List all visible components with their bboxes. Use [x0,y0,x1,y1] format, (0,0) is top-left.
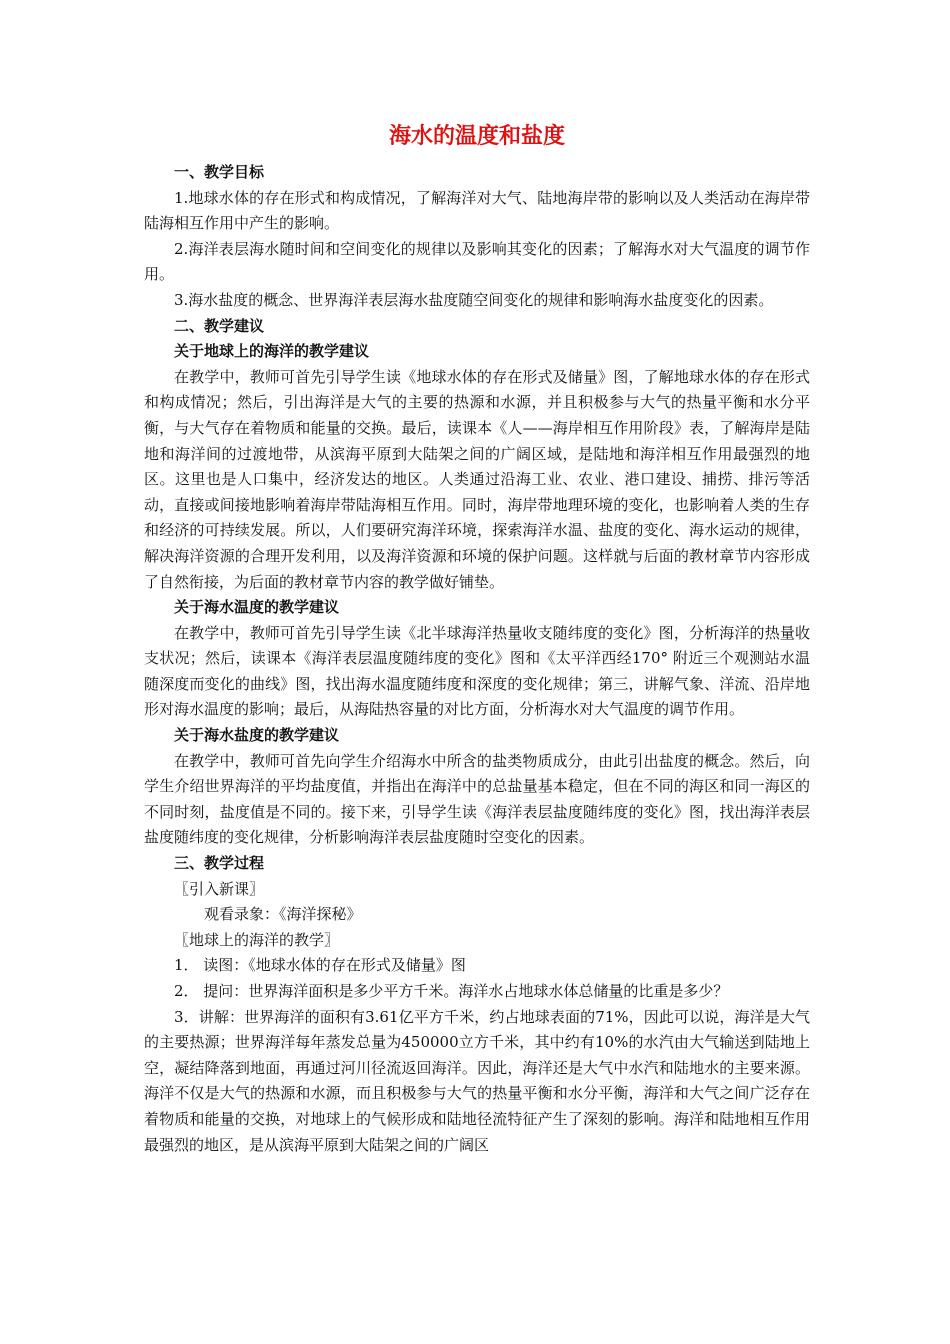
objective-item-2: 2.海洋表层海水随时间和空间变化的规律以及影响其变化的因素；了解海水对大气温度的调节作用。 [144,239,810,284]
document-page [144,118,810,1158]
process-step-1: 1． 读图：《地球水体的存在形式及储量》图 [174,956,466,975]
paragraph-salinity: 在教学中，教师可首先向学生介绍海水中所含的盐类物质成分，由此引出盐度的概念。然后，向学生介绍世界海洋的平均盐度值，并指出在海洋中的总盐量基本稳定，但在不同的海区和同一海区的不同时刻，盐度值是不同的。接下来，引导学生读《海洋表层盐度随纬度的变化》图，找出海洋表层盐度随纬度的变化规律，分析影响海洋表层盐度随时空变化的因素。 [144,751,810,847]
subheading-ocean: 关于地球上的海洋的教学建议 [174,342,370,361]
subheading-temperature: 关于海水温度的教学建议 [174,598,340,617]
objective-item-3: 3.海水盐度的概念、世界海洋表层海水盐度随空间变化的规律和影响海水盐度变化的因素。 [174,290,774,309]
subheading-salinity: 关于海水盐度的教学建议 [174,726,340,745]
paragraph-temperature: 在教学中，教师可首先引导学生读《北半球海洋热量收支随纬度的变化》图，分析海洋的热量收支状况；然后，读课本《海洋表层温度随纬度的变化》图和《太平洋西经170° 附近三个观测站水温随深度而变化的曲线》图，找出海水温度随纬度和深度的变化规律；第三，讲解气象、洋流、沿岸地形对海水温度的影响；最后，从海陆热容量的对比方面，分析海水对大气温度的调节作用。 [144,623,810,719]
section-heading-objectives: 一、教学目标 [174,163,265,181]
section-heading-process: 三、教学过程 [174,854,265,873]
objective-item-1: 1.地球水体的存在形式和构成情况，了解海洋对大气、陆地海岸带的影响以及人类活动在海岸带陆海相互作用中产生的影响。 [144,188,810,233]
part-label: 〖地球上的海洋的教学〗 [174,930,340,949]
intro-label: 〖引入新课〗 [174,879,265,898]
section-heading-suggestions: 二、教学建议 [174,316,265,335]
process-step-2: 2． 提问：世界海洋面积是多少平方千米。海洋水占地球水体总储量的比重是多少？ [174,982,729,1000]
paragraph-ocean: 在教学中，教师可首先引导学生读《地球水体的存在形式及储量》图，了解地球水体的存在形式和构成情况；然后，引出海洋是大气的主要的热源和水源，并且积极参与大气的热量平衡和水分平衡，与大气存在着物质和能量的交换。最后，读课本《人——海岸相互作用阶段》表，了解海岸是陆地和海洋间的过渡地带，从滨海平原到大陆架之间的广阔区域，是陆地和海洋相互作用最强烈的地区。这里也是人口集中，经济发达的地区。人类通过沿海工业、农业、港口建设、捕捞、排污等活动，直接或间接地影响着海岸带陆海相互作用。同时，海岸带地理环境的变化，也影响着人类的生存和经济的可持续发展。所以，人们要研究海洋环境，探索海洋水温、盐度的变化、海水运动的规律，解决海洋资源的合理开发利用，以及海洋资源和环境的保护问题。这样就与后面的教材章节内容形成了自然衔接，为后面的教材章节内容的教学做好铺垫。 [144,367,810,591]
intro-text: 观看录象：《海洋探秘》 [204,905,362,924]
page-title: 海水的温度和盐度 [388,123,565,149]
process-step-3: 3．讲解：世界海洋的面积有3.61亿平方千米，约占地球表面的71%，因此可以说，海洋是大气的主要热源；世界海洋每年蒸发总量为450000立方千米，其中约有10%的水汽由大气输送到陆地上空，凝结降落到地面，再通过河川径流返回海洋。因此，海洋还是大气中水汽和陆地水的主要来源。海洋不仅是大气的热源和水源，而且积极参与大气的热量平衡和水分平衡，海洋和大气之间广泛存在着物质和能量的交换，对地球上的气候形成和陆地径流特征产生了深刻的影响。海洋和陆地相互作用最强烈的地区，是从滨海平原到大陆架之间的广阔区 [144,1007,810,1154]
